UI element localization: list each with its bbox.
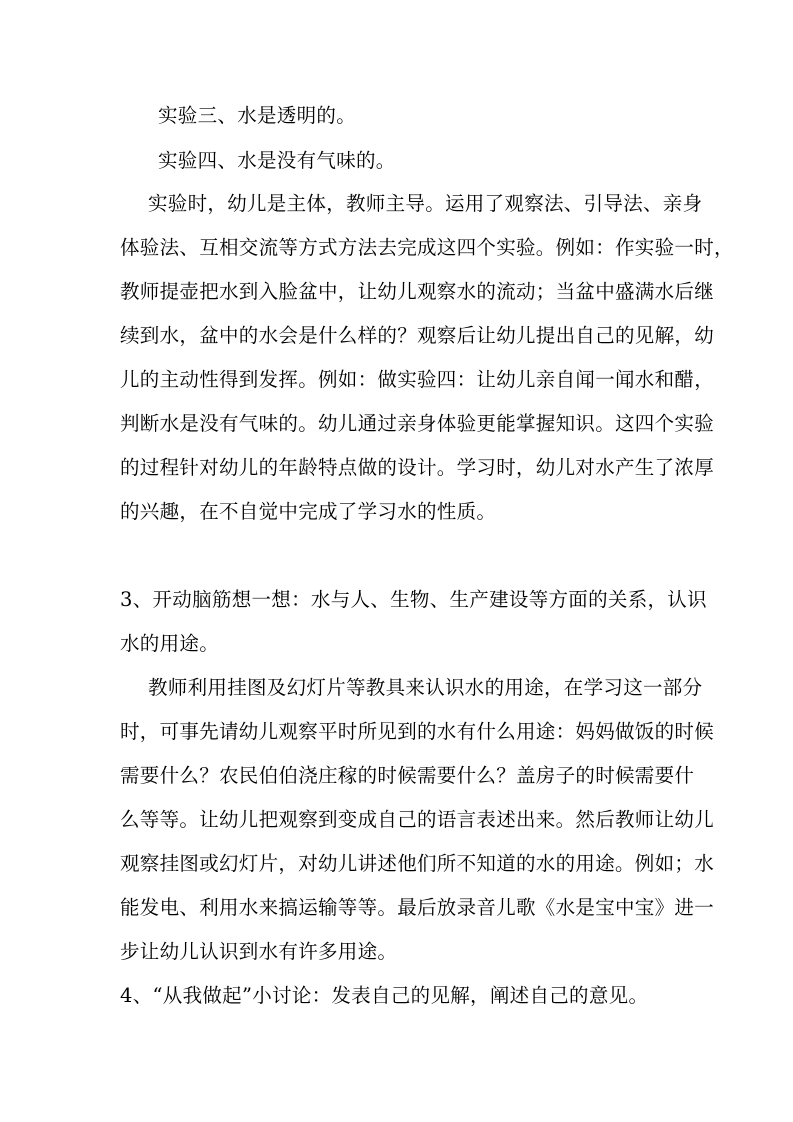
text-line-19: 步让幼儿认识到水有许多用途。 <box>120 940 398 963</box>
text-line-6: 续到水，盆中的水会是什么样的？观察后让幼儿提出自己的见解，幼 <box>120 324 715 347</box>
text-line-3: 实验时，幼儿是主体，教师主导。运用了观察法、引导法、亲身 <box>148 192 703 215</box>
text-line-1: 实验三、水是透明的。 <box>158 104 357 127</box>
text-line-2: 实验四、水是没有气味的。 <box>158 149 396 172</box>
text-line-14: 时，可事先请幼儿观察平时所见到的水有什么用途：妈妈做饭的时候 <box>120 720 715 743</box>
text-line-18: 能发电、利用水来搞运输等等。最后放录音儿歌《水是宝中宝》进一 <box>120 896 715 919</box>
text-line-10: 的兴趣，在不自觉中完成了学习水的性质。 <box>120 500 497 523</box>
text-line-9: 的过程针对幼儿的年龄特点做的设计。学习时，幼儿对水产生了浓厚 <box>120 456 715 479</box>
text-line-11: 3、开动脑筋想一想：水与人、生物、生产建设等方面的关系，认识 <box>120 588 707 611</box>
text-line-12: 水的用途。 <box>120 632 220 655</box>
text-line-8: 判断水是没有气味的。幼儿通过亲身体验更能掌握知识。这四个实验 <box>120 412 715 435</box>
text-line-4: 体验法、互相交流等方式方法去完成这四个实验。例如：作实验一时， <box>120 236 734 259</box>
text-line-17: 观察挂图或幻灯片，对幼儿讲述他们所不知道的水的用途。例如；水 <box>120 852 715 875</box>
text-line-15: 需要什么？农民伯伯浇庄稼的时候需要什么？盖房子的时候需要什 <box>120 764 695 787</box>
text-line-16: 么等等。让幼儿把观察到变成自己的语言表述出来。然后教师让幼儿 <box>120 808 715 831</box>
text-line-7: 儿的主动性得到发挥。例如：做实验四：让幼儿亲自闻一闻水和醋， <box>120 368 715 391</box>
text-line-20: 4、“从我做起”小讨论：发表自己的见解，阐述自己的意见。 <box>120 984 649 1007</box>
text-line-13: 教师利用挂图及幻灯片等教具来认识水的用途，在学习这一部分 <box>148 676 703 699</box>
text-line-5: 教师提壶把水到入脸盆中，让幼儿观察水的流动；当盆中盛满水后继 <box>120 280 715 303</box>
